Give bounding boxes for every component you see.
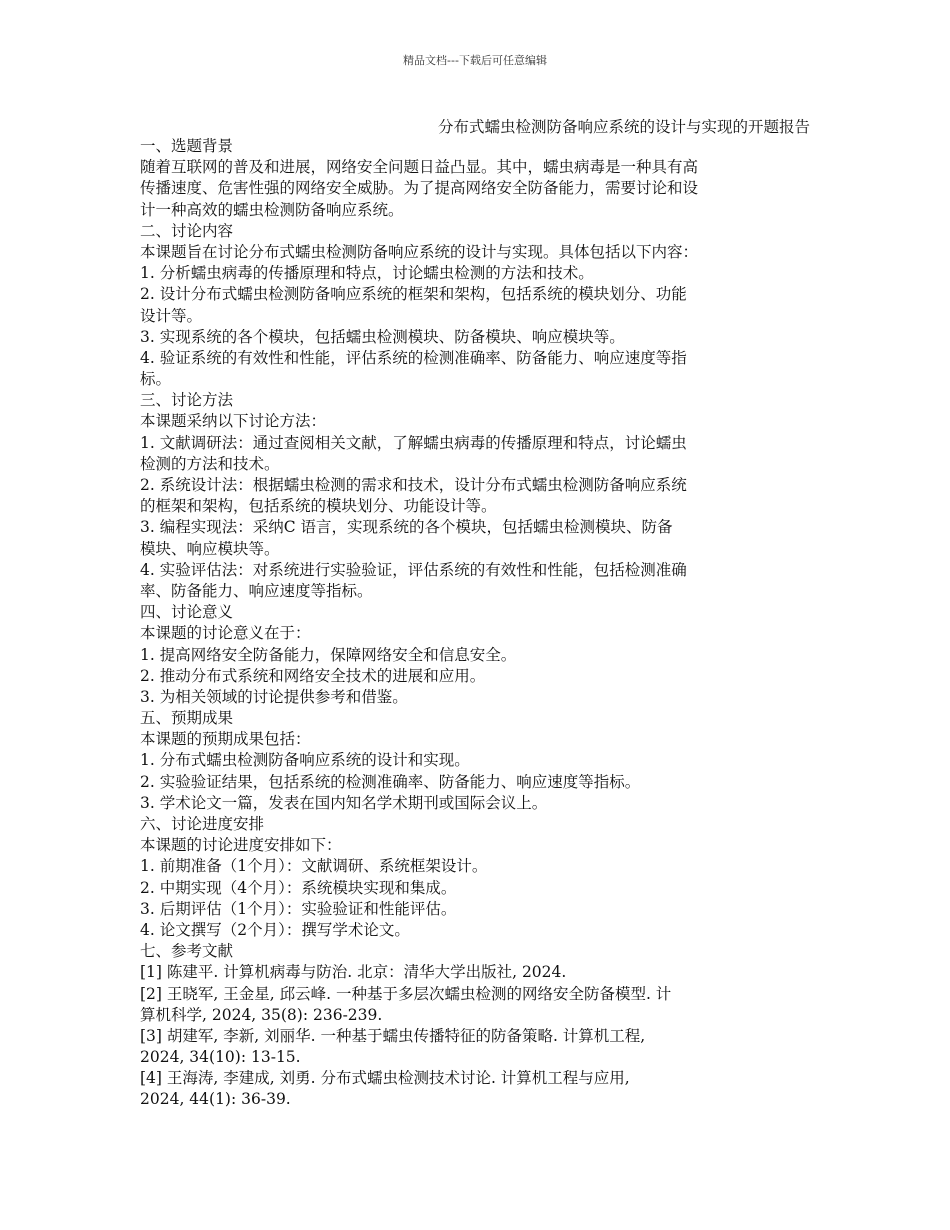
text-line: 传播速度、危害性强的网络安全威胁。为了提高网络安全防备能力，需要讨论和设 bbox=[140, 179, 699, 198]
text-line: [2] 王晓军, 王金星, 邱云峰. 一种基于多层次蠕虫检测的网络安全防备模型. 计 bbox=[140, 984, 672, 1003]
text-line: 4. 验证系统的有效性和性能，评估系统的检测准确率、防备能力、响应速度等指 bbox=[140, 348, 687, 367]
text-line: 1. 分析蠕虫病毒的传播原理和特点，讨论蠕虫检测的方法和技术。 bbox=[140, 264, 594, 283]
text-line: 2. 设计分布式蠕虫检测防备响应系统的框架和架构，包括系统的模块划分、功能 bbox=[140, 285, 687, 304]
text-line: 1. 文献调研法：通过查阅相关文献，了解蠕虫病毒的传播原理和特点，讨论蠕虫 bbox=[140, 433, 687, 452]
text-line: [3] 胡建军, 李新, 刘丽华. 一种基于蠕虫传播特征的防备策略. 计算机工程, bbox=[140, 1026, 646, 1045]
text-line: 四、讨论意义 bbox=[140, 603, 234, 622]
text-line: 率、防备能力、响应速度等指标。 bbox=[140, 581, 373, 600]
text-line: 2024, 34(10): 13-15. bbox=[140, 1048, 301, 1067]
text-line: 标。 bbox=[140, 370, 172, 389]
text-line: 2. 中期实现（4个月）：系统模块实现和集成。 bbox=[140, 878, 457, 897]
text-line: 本课题旨在讨论分布式蠕虫检测防备响应系统的设计与实现。具体包括以下内容： bbox=[140, 242, 699, 261]
document-body bbox=[140, 136, 812, 1111]
text-line: 的框架和架构，包括系统的模块划分、功能设计等。 bbox=[140, 497, 497, 516]
text-line: 1. 分布式蠕虫检测防备响应系统的设计和实现。 bbox=[140, 751, 470, 770]
text-line: [4] 王海涛, 李建成, 刘勇. 分布式蠕虫检测技术讨论. 计算机工程与应用, bbox=[140, 1069, 630, 1088]
text-line: 二、讨论内容 bbox=[140, 221, 234, 240]
text-line: 2. 实验验证结果，包括系统的检测准确率、防备能力、响应速度等指标。 bbox=[140, 772, 641, 791]
text-line: 2024, 44(1): 36-39. bbox=[140, 1090, 291, 1109]
text-line: 3. 为相关领域的讨论提供参考和借鉴。 bbox=[140, 687, 408, 706]
text-line: 模块、响应模块等。 bbox=[140, 539, 280, 558]
text-line: 本课题的讨论进度安排如下： bbox=[140, 836, 342, 855]
text-line: 计一种高效的蠕虫检测防备响应系统。 bbox=[140, 200, 404, 219]
text-line: 三、讨论方法 bbox=[140, 391, 234, 410]
text-line: 检测的方法和技术。 bbox=[140, 454, 280, 473]
text-line: 一、选题背景 bbox=[140, 137, 234, 155]
text-line: 随着互联网的普及和进展，网络安全问题日益凸显。其中，蠕虫病毒是一种具有高 bbox=[140, 158, 699, 177]
text-line: 3. 实现系统的各个模块，包括蠕虫检测模块、防备模块、响应模块等。 bbox=[140, 327, 625, 346]
text-line: 本课题采纳以下讨论方法： bbox=[140, 412, 327, 431]
text-line: 1. 提高网络安全防备能力，保障网络安全和信息安全。 bbox=[140, 645, 517, 664]
text-line: 4. 实验评估法：对系统进行实验验证，评估系统的有效性和性能，包括检测准确 bbox=[140, 560, 687, 579]
text-line: 本课题的预期成果包括： bbox=[140, 730, 311, 749]
text-line: 算机科学, 2024, 35(8): 236-239. bbox=[140, 1005, 383, 1024]
text-line: 3. 后期评估（1个月）：实验验证和性能评估。 bbox=[140, 899, 457, 918]
text-line: [1] 陈建平. 计算机病毒与防治. 北京：清华大学出版社, 2024. bbox=[140, 963, 567, 982]
text-line: 本课题的讨论意义在于： bbox=[140, 624, 311, 643]
text-line: 七、参考文献 bbox=[140, 942, 234, 961]
text-line: 3. 编程实现法：采纳C 语言，实现系统的各个模块，包括蠕虫检测模块、防备 bbox=[140, 518, 673, 537]
text-line: 4. 论文撰写（2个月）：撰写学术论文。 bbox=[140, 920, 410, 939]
text-line: 2. 系统设计法：根据蠕虫检测的需求和技术，设计分布式蠕虫检测防备响应系统 bbox=[140, 476, 687, 494]
page-header: 精品文档---下载后可任意编辑 bbox=[403, 54, 547, 67]
text-line: 3. 学术论文一篇，发表在国内知名学术期刊或国际会议上。 bbox=[140, 793, 548, 812]
text-line: 1. 前期准备（1个月）：文献调研、系统框架设计。 bbox=[140, 857, 488, 876]
document-title: 分布式蠕虫检测防备响应系统的设计与实现的开题报告 bbox=[437, 118, 810, 136]
text-line: 六、讨论进度安排 bbox=[140, 815, 265, 833]
text-line: 2. 推动分布式系统和网络安全技术的进展和应用。 bbox=[140, 666, 486, 685]
text-line: 设计等。 bbox=[140, 306, 203, 325]
text-line: 五、预期成果 bbox=[140, 709, 234, 728]
